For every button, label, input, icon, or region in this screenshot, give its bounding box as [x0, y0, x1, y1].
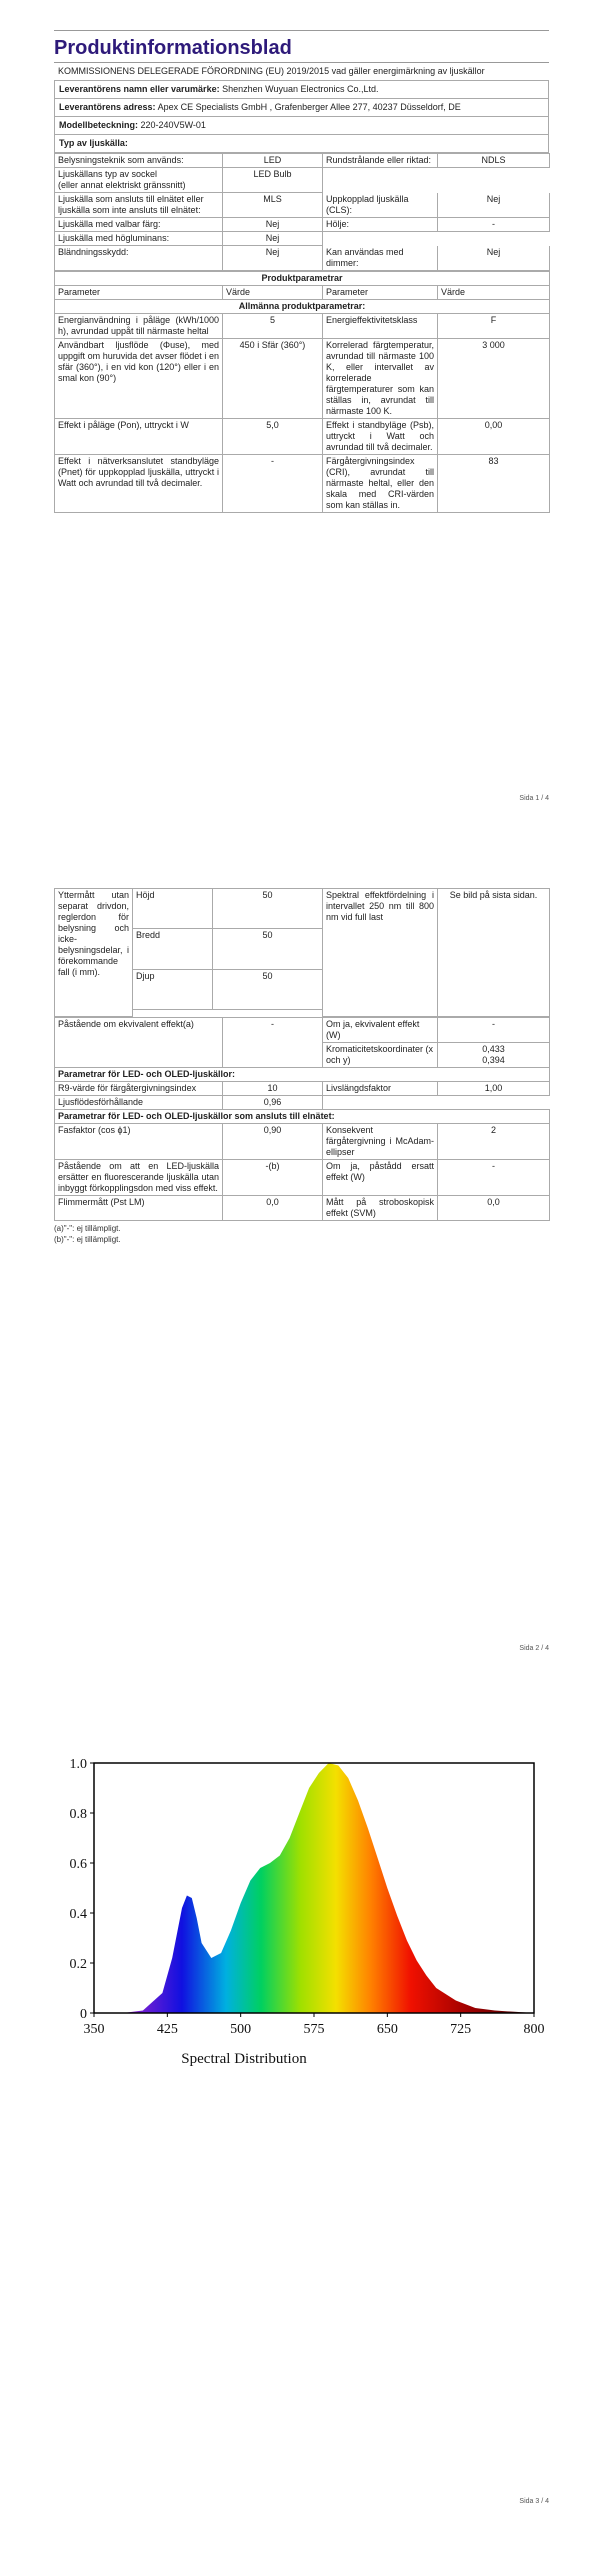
- footnote-b: (b)"-": ej tillämpligt.: [54, 1235, 121, 1244]
- page-number: Sida 1 / 4: [519, 795, 549, 802]
- life-value: 1,00: [438, 1082, 550, 1096]
- document-title: Produktinformationsblad: [54, 37, 292, 59]
- page-number: Sida 2 / 4: [519, 1645, 549, 1652]
- type-table-cell: NDLS: [438, 154, 550, 168]
- type-table-cell: Ljuskällans typ av sockel (eller annat elektriskt gränssnitt): [55, 168, 223, 193]
- type-table-cell: [438, 232, 550, 246]
- claim-value: -(b): [223, 1160, 323, 1196]
- type-table-cell: [323, 168, 438, 193]
- params-cell: Färgåtergivningsindex (CRI), avrundat till närmaste heltal, eller den skala med CRI-värden som kan ställas in.: [323, 455, 438, 513]
- type-table-cell: Rundstrålande eller riktad:: [323, 154, 438, 168]
- supplier-row: [54, 80, 549, 98]
- x-tick-label: 350: [83, 2022, 105, 2037]
- type-table-cell: -: [438, 218, 550, 232]
- type-table-cell: Nej: [438, 193, 550, 218]
- type-table-row: [55, 218, 550, 232]
- consistency-value: 2: [438, 1124, 550, 1160]
- mains-params-title: Parametrar för LED- och OLED-ljuskällor som ansluts till elnätet:: [55, 1110, 550, 1124]
- strobe-value: 0,0: [438, 1196, 550, 1221]
- top-rule: [54, 30, 549, 31]
- flicker-value: 0,0: [223, 1196, 323, 1221]
- type-table-cell: Belysningsteknik som används:: [55, 154, 223, 168]
- y-tick-label: 0.8: [69, 1807, 87, 1822]
- flicker-label: Flimmermått (Pst LM): [55, 1196, 223, 1221]
- type-table-cell: Hölje:: [323, 218, 438, 232]
- x-tick-label: 650: [376, 2022, 398, 2037]
- dim-depth-label: Djup: [133, 969, 213, 1009]
- x-axis-label: Spectral Distribution: [181, 2051, 307, 2067]
- type-table-row: [55, 168, 550, 193]
- cos-value: 0,90: [223, 1124, 323, 1160]
- params-row: [55, 419, 550, 455]
- type-table-cell: [438, 168, 550, 193]
- y-tick-label: 1.0: [69, 1757, 87, 1772]
- params-section-title: Produktparametrar: [55, 272, 550, 286]
- claim-w-label: Om ja, påstådd ersatt effekt (W): [323, 1160, 438, 1196]
- equiv-w-label: Om ja, ekvivalent effekt (W): [323, 1018, 438, 1043]
- type-table-cell: MLS: [223, 193, 323, 218]
- params-cell: Effekt i nätverksanslutet standbyläge (Pnet) för uppkopplad ljuskälla, uttryckt i Watt och avrundad till två decimaler.: [55, 455, 223, 513]
- supplier-value: Shenzhen Wuyuan Electronics Co.,Ltd.: [222, 84, 379, 94]
- spectrum-area: [94, 1763, 534, 2013]
- type-table-cell: Nej: [223, 218, 323, 232]
- strobe-label: Mått på stroboskopisk effekt (SVM): [323, 1196, 438, 1221]
- dim-height-value: 50: [213, 889, 323, 929]
- type-table-cell: [323, 232, 438, 246]
- params-cell: 5,0: [223, 419, 323, 455]
- model-value: 220-240V5W-01: [140, 120, 206, 130]
- type-table-row: [55, 232, 550, 246]
- x-tick-label: 500: [230, 2022, 252, 2037]
- params-row: [55, 455, 550, 513]
- params-cell: 5: [223, 314, 323, 339]
- params-header-2: Värde: [223, 286, 323, 300]
- type-table-cell: Uppkopplad ljuskälla (CLS):: [323, 193, 438, 218]
- params-cell: F: [438, 314, 550, 339]
- params-cell: Korrelerad färgtemperatur, avrundad till närmaste 100 K, eller intervallet av korrelerade färgtemperaturer som kan ställas in, avrundat till närmaste 100 K.: [323, 339, 438, 419]
- type-table-cell: Ljuskälla med valbar färg:: [55, 218, 223, 232]
- chroma-value: [438, 1043, 550, 1068]
- params-header-4: Värde: [438, 286, 550, 300]
- y-tick-label: 0.2: [69, 1957, 87, 1972]
- address-label: Leverantörens adress:: [59, 102, 156, 112]
- equiv-label: Påstående om ekvivalent effekt(a): [55, 1018, 223, 1068]
- params-cell: Energianvändning i påläge (kWh/1000 h), avrundad uppåt till närmaste heltal: [55, 314, 223, 339]
- dimensions-table: [54, 888, 550, 1017]
- params-cell: Användbart ljusflöde (Φuse), med uppgift om huruvida det avser flödet i en sfär (360°), i en vid kon (120°) eller i en smal kon (90°): [55, 339, 223, 419]
- params-cell: 0,00: [438, 419, 550, 455]
- type-table-cell: Nej: [438, 246, 550, 271]
- type-table-row: [55, 193, 550, 218]
- general-params-title: Allmänna produktparametrar:: [55, 300, 550, 314]
- x-tick-label: 425: [156, 2022, 178, 2037]
- page2-table: [54, 1017, 550, 1221]
- dim-width-value: 50: [213, 929, 323, 969]
- params-cell: Effekt i standbyläge (Psb), uttryckt i Watt och avrundad till två decimaler.: [323, 419, 438, 455]
- x-tick-label: 800: [523, 2022, 545, 2037]
- model-label: Modellbeteckning:: [59, 120, 139, 130]
- dim-height-label: Höjd: [133, 889, 213, 929]
- claim-label: Påstående om att en LED-ljuskälla ersätter en fluorescerande ljuskälla utan inbyggt förkopplingsdon med viss effekt.: [55, 1160, 223, 1196]
- address-value: Apex CE Specialists GmbH , Grafenberger Allee 277, 40237 Düsseldorf, DE: [157, 102, 461, 112]
- type-table-cell: Nej: [223, 246, 323, 271]
- address-row: [54, 98, 549, 116]
- dim-width-label: Bredd: [133, 929, 213, 969]
- chroma-y: 0,394: [482, 1055, 505, 1065]
- model-row: [54, 116, 549, 134]
- page-number: Sida 3 / 4: [519, 2498, 549, 2505]
- chroma-x: 0,433: [482, 1044, 505, 1054]
- equiv-value: -: [223, 1018, 323, 1068]
- params-header-1: Parameter: [55, 286, 223, 300]
- type-row: [54, 134, 549, 153]
- type-table-cell: Nej: [223, 232, 323, 246]
- flux-label: Ljusflödesförhållande: [55, 1096, 223, 1110]
- dim-depth-value: 50: [213, 969, 323, 1009]
- type-table-cell: Ljuskälla med högluminans:: [55, 232, 223, 246]
- regulation-text: KOMMISSIONENS DELEGERADE FÖRORDNING (EU) 2019/2015 vad gäller energimärkning av ljuskällor: [58, 66, 485, 76]
- params-row: [55, 314, 550, 339]
- equiv-w-value: -: [438, 1018, 550, 1043]
- r9-value: 10: [223, 1082, 323, 1096]
- y-tick-label: 0.4: [69, 1907, 87, 1922]
- type-table-cell: LED: [223, 154, 323, 168]
- footnote-a: (a)"-": ej tillämpligt.: [54, 1224, 121, 1233]
- params-cell: 450 i Sfär (360°): [223, 339, 323, 419]
- params-cell: 83: [438, 455, 550, 513]
- type-table-cell: Kan användas med dimmer:: [323, 246, 438, 271]
- type-label: Typ av ljuskälla:: [59, 138, 128, 148]
- y-tick-label: 0: [80, 2007, 87, 2022]
- type-table: [54, 153, 550, 271]
- spectral-value: Se bild på sista sidan.: [438, 889, 550, 1017]
- supplier-label: Leverantörens namn eller varumärke:: [59, 84, 220, 94]
- x-tick-label: 575: [303, 2022, 325, 2037]
- spectral-label: Spektral effektfördelning i intervallet 250 nm till 800 nm vid full last: [323, 889, 438, 1017]
- params-cell: Effekt i påläge (Pon), uttryckt i W: [55, 419, 223, 455]
- chroma-label: Kromaticitetskoordinater (x och y): [323, 1043, 438, 1068]
- flux-value: 0,96: [223, 1096, 323, 1110]
- params-cell: 3 000: [438, 339, 550, 419]
- params-row: [55, 339, 550, 419]
- type-table-cell: Bländningsskydd:: [55, 246, 223, 271]
- x-tick-label: 725: [450, 2022, 472, 2037]
- life-label: Livslängdsfaktor: [323, 1082, 438, 1096]
- params-table: [54, 271, 550, 513]
- r9-label: R9-värde för färgåtergivningsindex: [55, 1082, 223, 1096]
- params-header-3: Parameter: [323, 286, 438, 300]
- spectral-chart: [54, 1745, 554, 2095]
- outer-dimensions-label: Yttermått utan separat drivdon, reglerdon för belysning och icke-belysningsdelar, i förekommande fall (i mm).: [55, 889, 133, 1017]
- y-tick-label: 0.6: [69, 1857, 87, 1872]
- params-cell: Energieffektivitetsklass: [323, 314, 438, 339]
- type-table-cell: Ljuskälla som ansluts till elnätet eller ljuskälla som inte ansluts till elnätet:: [55, 193, 223, 218]
- type-table-cell: LED Bulb: [223, 168, 323, 193]
- spectral-chart-svg: [54, 1745, 554, 2095]
- type-table-row: [55, 246, 550, 271]
- consistency-label: Konsekvent färgåtergivning i McAdam-ellipser: [323, 1124, 438, 1160]
- led-params-title: Parametrar för LED- och OLED-ljuskällor:: [55, 1068, 550, 1082]
- claim-w-value: -: [438, 1160, 550, 1196]
- params-cell: -: [223, 455, 323, 513]
- cos-label: Fasfaktor (cos ϕ1): [55, 1124, 223, 1160]
- type-table-row: [55, 154, 550, 168]
